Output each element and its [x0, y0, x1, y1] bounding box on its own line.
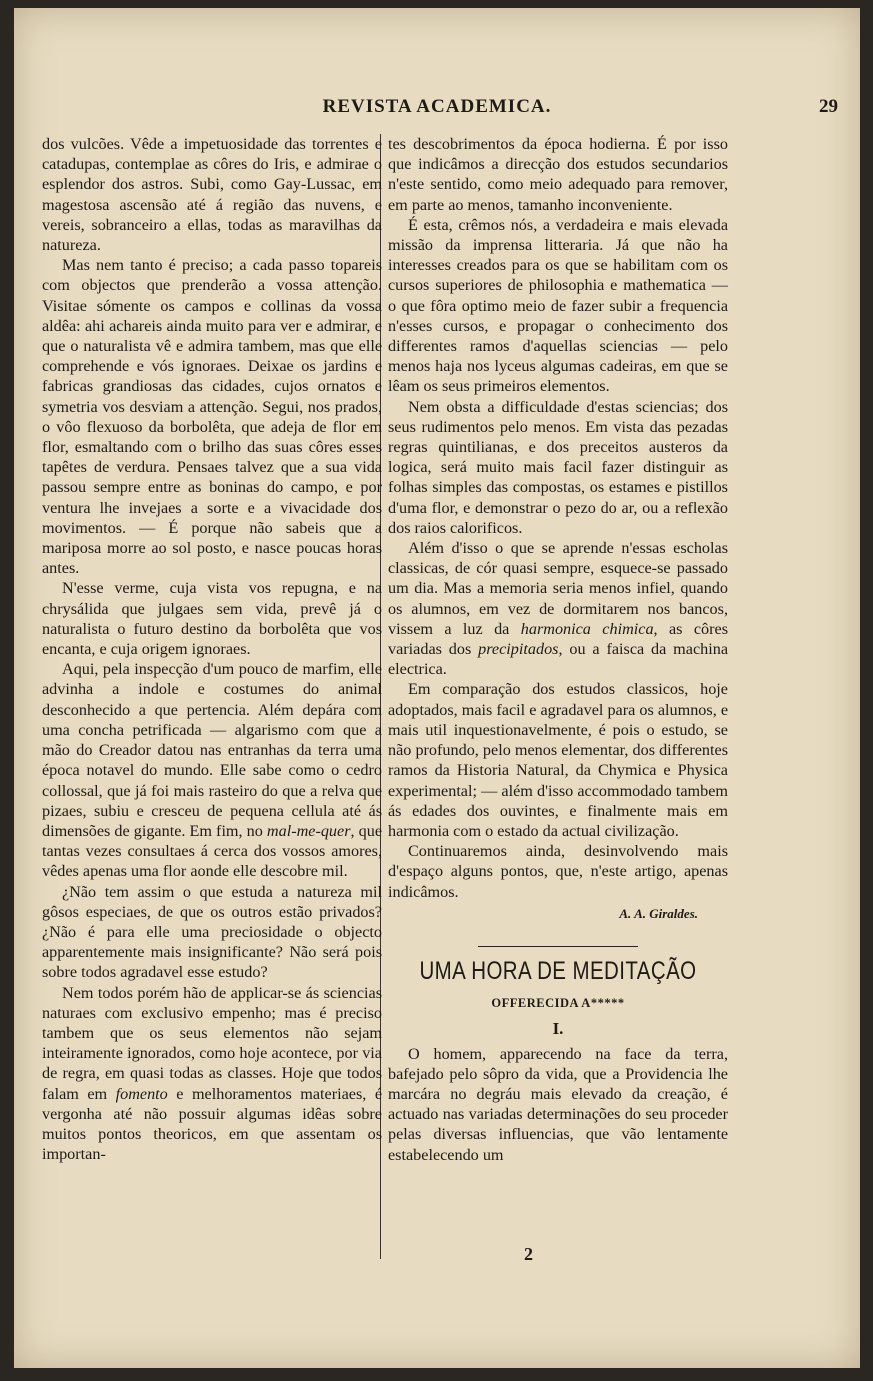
paragraph: dos vulcões. Vêde a impetuosidade das torrentes e catadupas, contemplae as côres do Iris, e admirae o esplendor dos astros. Subi, como Gay-Lussac, em magestosa ascensão até á região das nuvens, e vereis, sobranceiro a ellas, todas as maravilhas da natureza.	[42, 135, 382, 255]
left-column	[42, 134, 382, 1164]
paragraph: ¿Não tem assim o que estuda a natureza mil gôsos especiaes, de que os outros estão privados? ¿Não é para elle uma preciosidade o objecto apparentemente mais insignificante? Não será pois sobre todos agradavel esse estudo?	[42, 882, 382, 982]
paragraph-text: Aqui, pela inspecção d'um pouco de marfim, elle advinha a indole e costumes do animal desconhecido a que pertencia. Além depára com uma concha petrificada — algarismo com que a mão do Creador datou nas entranhas da terra uma época notavel do mundo. Elle sabe como o cedro collossal, que já foi mais rasteiro do que a relva que pizaes, subiu e cresceu de pequena cellula até ás dimensões de gigante. Em fim, no	[42, 660, 382, 840]
paragraph: Continuaremos ainda, desinvolvendo mais d'espaço alguns pontos, que, n'este artigo, apenas indicâmos.	[388, 842, 728, 901]
dedication: OFFERECIDA A*****	[491, 996, 625, 1011]
paragraph-text: Nem todos porém hão de applicar-se ás sciencias naturaes com exclusivo empenho; mas é preciso tambem que os seus elementos não sejam inteiramente ignorados, como hoje acontece, por via de regra, em quasi todas as classes. Hoje que todos falam em	[42, 983, 382, 1103]
newspaper-page	[14, 8, 860, 1368]
paragraph-text: , que tantas vezes consultaes á cerca dos vossos amores, vêdes apenas uma flor aonde elle descobre mil.	[42, 821, 382, 881]
running-head	[14, 96, 860, 126]
italic-term: precipitados	[478, 640, 559, 659]
right-column	[388, 134, 728, 1165]
section-separator	[478, 946, 638, 947]
section-number: I.	[552, 1019, 564, 1039]
paragraph-with-italic	[388, 538, 728, 679]
paragraph: Em comparação dos estudos classicos, hoje adoptados, mais facil e agradavel para os alumnos, e mais util inquestionavelmente, é pois o estudo, se não profundo, pelo menos elementar, dos differentes ramos da Historia Natural, da Chymica e Physica experimental; — além d'isso accommodado tambem ás edades dos ouvintes, e finalmente mais em harmonia com o estado da actual civilização.	[388, 680, 728, 840]
paragraph: Nem obsta a difficuldade d'estas sciencias; dos seus rudimentos pelo menos. Em vista das pezadas regras quintilianas, e dos preceitos austeros da logica, será muito mais facil fazer distinguir as folhas simples das compostas, os estames e pistillos d'uma flor, e demonstrar o pezo do ar, ou a reflexão dos raios calorificos.	[388, 397, 728, 537]
paragraph-text: Além d'isso o que se aprende n'essas escholas classicas, de cór quasi sempre, esquece-se passado um dia. Mas a memoria seria menos infiel, quando os alumnos, em vez de dormitarem nos bancos, vissem a luz da	[388, 539, 728, 638]
section-title: UMA HORA DE MEDITAÇÃO	[419, 956, 697, 985]
italic-term: fomento	[115, 1084, 168, 1103]
paragraph-text: e melhoramentos materiaes, é vergonha até não possuir algumas idêas sobre muitos pontos theoricos, em que assentam os importan-	[42, 1084, 382, 1164]
running-title: REVISTA ACADEMICA.	[322, 96, 552, 117]
paragraph-with-italic	[42, 983, 382, 1165]
paragraph: É esta, crêmos nós, a verdadeira e mais elevada missão da imprensa litteraria. Já que não ha interesses creados para os que se habilitam com os cursos superiores de philosophia e mathematica — o que fôra optimo meio de fazer subir a frequencia n'esses cursos, e propagar o conhecimento dos differentes ramos d'aquellas sciencias — pelo menos haja nos lyceus algumas cadeiras, em que se lêam os seus primeiros elementos.	[388, 215, 728, 396]
italic-term: harmonica chimica	[520, 619, 654, 638]
printer-signature-mark: 2	[524, 1244, 533, 1264]
paragraph: tes descobrimentos da época hodierna. É por isso que indicâmos a direcção dos estudos secundarios n'este sentido, como meio adequado para remover, em parte ao menos, tamanho inconveniente.	[388, 135, 728, 214]
page-number: 29	[819, 96, 838, 117]
author-signature: A. A. Giraldes.	[619, 905, 698, 921]
paragraph-text: , as côres variadas dos	[388, 619, 729, 659]
paragraph: N'esse verme, cuja vista vos repugna, e na chrysálida que julgaes sem vida, prevê já o naturalista o futuro destino da borbolêta que vos encanta, e cuja origem ignoraes.	[42, 579, 382, 659]
italic-term: mal-me-quer	[266, 821, 351, 840]
paragraph: Mas nem tanto é preciso; a cada passo topareis com objectos que prenderão a vossa attenção. Visitae sómente os campos e collinas da vossa aldêa: ahi achareis ainda muito para ver e admirar, e que o naturalista vê e admira tambem, mas que elle comprehende e vós ignoraes. Deixae os jardins e fabricas grandiosas das cidades, cujos ornatos e symetria vos desviam a attenção. Segui, nos prados, o vôo flexuoso da borbolêta, que adeja de flor em flor, esmaltando com o brilho das suas côres esses tapêtes de verdura. Pensaes talvez que a sua vida passou sempre entre as boninas do campo, e por ventura lhe invejaes a sorte e a vivacidade dos movimentos. — É porque não sabeis que a mariposa morre ao sol posto, e nasce poucas horas antes.	[42, 256, 382, 578]
paragraph-text: , ou a faisca da machina electrica.	[388, 640, 729, 679]
paragraph-with-italic	[42, 659, 382, 881]
paragraph: O homem, apparecendo na face da terra, bafejado pelo sôpro da vida, que a Providencia lhe marcára no degráu mais elevado da creação, é actuado nas variadas determinações do seu proceder pelas diversas influencias, que vão lentamente estabelecendo um	[388, 1044, 728, 1164]
